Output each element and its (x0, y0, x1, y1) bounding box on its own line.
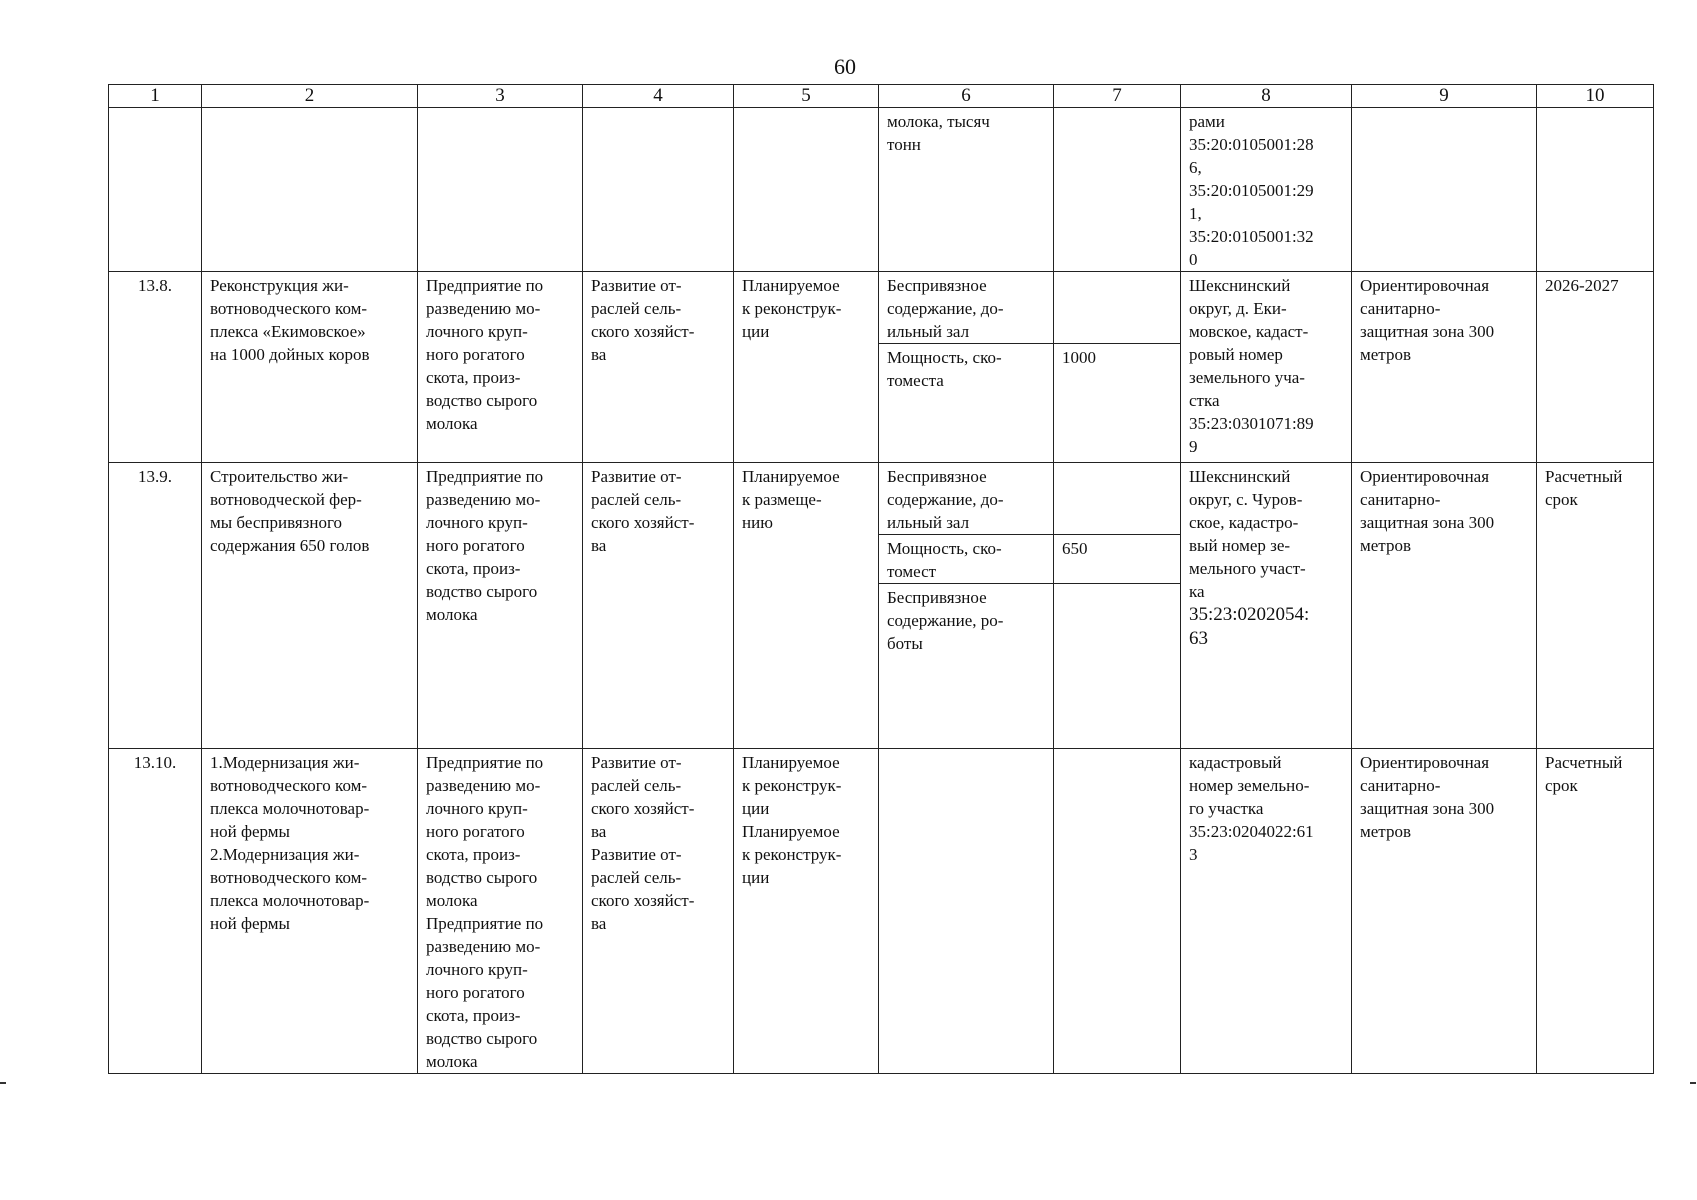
cell-name (202, 108, 418, 272)
cell-zone: Ориентировочная санитарно- защитная зона 300 метров (1352, 749, 1537, 1074)
cell-num: 13.8. (109, 272, 202, 463)
cell-value (1054, 584, 1181, 749)
cell-status (734, 108, 879, 272)
planning-table (108, 84, 1654, 1074)
cell-purpose: Предприятие по разведению мо- лочного круп- ного рогатого скота, произ- водство сырого молока (418, 463, 583, 749)
cell-type: Развитие от- раслей сель- ского хозяйст- ва (583, 272, 734, 463)
col-header-7: 7 (1054, 85, 1181, 108)
cell-num: 13.9. (109, 463, 202, 749)
col-header-4: 4 (583, 85, 734, 108)
cadastral-number: 35:23:0202054: 63 (1189, 604, 1310, 649)
cell-characteristic: Мощность, ско- томест (879, 535, 1054, 584)
cell-num: 13.10. (109, 749, 202, 1074)
table-row-continuation (109, 108, 1654, 272)
cell-zone: Ориентировочная санитарно- защитная зона 300 метров (1352, 272, 1537, 463)
col-header-9: 9 (1352, 85, 1537, 108)
cell-term (1537, 108, 1654, 272)
cell-purpose: Предприятие по разведению мо- лочного круп- ного рогатого скота, произ- водство сырого молока Предприятие по разведению мо- лочного круп- ного рогатого скота, произ- водство сырого молока (418, 749, 583, 1074)
cell-characteristic: Беспривязное содержание, до- ильный зал (879, 463, 1054, 535)
cell-purpose (418, 108, 583, 272)
cell-num (109, 108, 202, 272)
col-header-6: 6 (879, 85, 1054, 108)
cell-name: 1.Модернизация жи- вотноводческого ком- плекса молочнотовар- ной фермы 2.Модернизация жи- вотноводческого ком- плекса молочнотовар- ной фермы (202, 749, 418, 1074)
cell-type: Развитие от- раслей сель- ского хозяйст- ва (583, 463, 734, 749)
table-row (109, 463, 1654, 535)
cell-characteristic: Мощность, ско- томеста (879, 344, 1054, 463)
cell-value (1054, 749, 1181, 1074)
cell-location: кадастровый номер земельно- го участка 35:23:0204022:61 3 (1181, 749, 1352, 1074)
cell-value: 1000 (1054, 344, 1181, 463)
cell-type (583, 108, 734, 272)
cell-name: Реконструкция жи- вотноводческого ком- плекса «Екимовское» на 1000 дойных коров (202, 272, 418, 463)
cell-location: Шекснинский округ, д. Еки- мовское, кадаст- ровый номер земельного уча- стка 35:23:0301071:89 9 (1181, 272, 1352, 463)
col-header-2: 2 (202, 85, 418, 108)
cell-characteristic: Беспривязное содержание, ро- боты (879, 584, 1054, 749)
cell-characteristic (879, 749, 1054, 1074)
cell-name: Строительство жи- вотноводческой фер- мы беспривязного содержания 650 голов (202, 463, 418, 749)
cell-zone: Ориентировочная санитарно- защитная зона 300 метров (1352, 463, 1537, 749)
table-row (109, 272, 1654, 344)
cell-purpose: Предприятие по разведению мо- лочного круп- ного рогатого скота, произ- водство сырого молока (418, 272, 583, 463)
cell-zone (1352, 108, 1537, 272)
cell-status: Планируемое к реконструк- ции Планируемое к реконструк- ции (734, 749, 879, 1074)
cell-value (1054, 463, 1181, 535)
cell-term: 2026-2027 (1537, 272, 1654, 463)
cell-location: рами 35:20:0105001:28 6, 35:20:0105001:29 1, 35:20:0105001:32 0 (1181, 108, 1352, 272)
page-number: 60 (834, 54, 856, 79)
cell-status: Планируемое к реконструк- ции (734, 272, 879, 463)
col-header-8: 8 (1181, 85, 1352, 108)
table-row (109, 749, 1654, 1074)
cell-characteristic: молока, тысяч тонн (879, 108, 1054, 272)
col-header-3: 3 (418, 85, 583, 108)
cell-location (1181, 463, 1352, 749)
cell-characteristic: Беспривязное содержание, до- ильный зал (879, 272, 1054, 344)
col-header-10: 10 (1537, 85, 1654, 108)
cell-value (1054, 272, 1181, 344)
cell-value (1054, 108, 1181, 272)
cell-type: Развитие от- раслей сель- ского хозяйст- ва Развитие от- раслей сель- ского хозяйст- ва (583, 749, 734, 1074)
scan-mark-right (1690, 1082, 1696, 1084)
header-row (109, 85, 1654, 108)
location-text: Шекснинский округ, с. Чуров- ское, кадастро- вый номер зе- мельного участ- ка (1189, 467, 1306, 601)
cell-term: Расчетный срок (1537, 463, 1654, 749)
col-header-5: 5 (734, 85, 879, 108)
col-header-1: 1 (109, 85, 202, 108)
cell-status: Планируемое к размеще- нию (734, 463, 879, 749)
cell-value: 650 (1054, 535, 1181, 584)
scan-mark-left (0, 1082, 6, 1084)
cell-term: Расчетный срок (1537, 749, 1654, 1074)
